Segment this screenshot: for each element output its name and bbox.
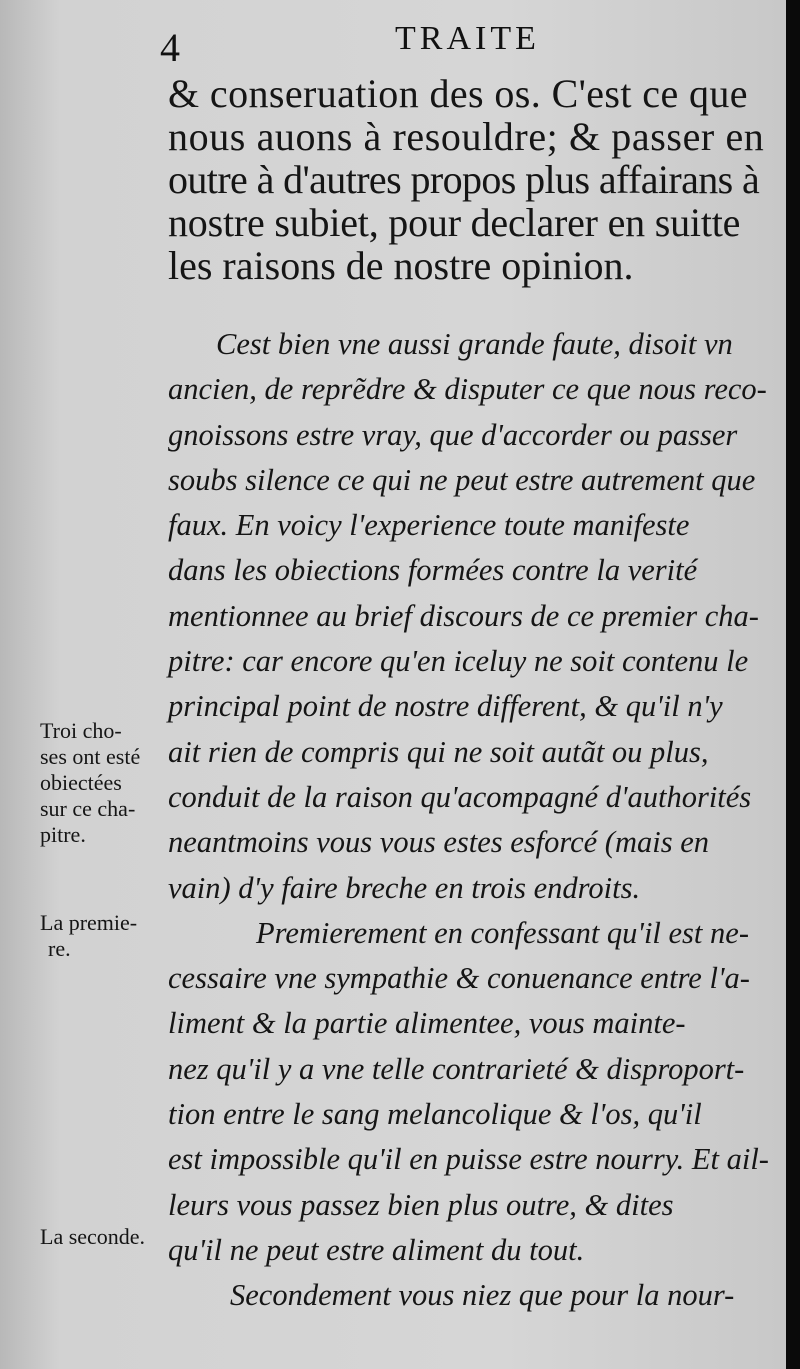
text-line: les raisons de nostre opinion. (168, 243, 634, 288)
text-line: est impossible qu'il en puisse estre nourry. Et ail- (168, 1142, 769, 1177)
margin-note-line: obiectées (40, 770, 122, 795)
text-line: liment & la partie alimentee, vous mainte- (168, 1006, 686, 1041)
text-line: neantmoins vous vous estes esforcé (mais en (168, 825, 709, 860)
running-head: TRAITE (395, 20, 540, 57)
page-number: 4 (160, 25, 180, 70)
text-line: dans les obiections formées contre la verité (168, 553, 698, 588)
page-edge-shadow (786, 0, 800, 1369)
text-line: Secondement vous niez que pour la nour- (230, 1278, 735, 1313)
text-line: soubs silence ce qui ne peut estre autrement que (168, 462, 756, 497)
margin-note-line: La premie- (40, 910, 138, 935)
text-line: faux. En voicy l'experience toute manifeste (168, 508, 690, 543)
text-line: principal point de nostre different, & qu'il n'y (168, 689, 723, 724)
paragraph-italic (168, 322, 769, 1319)
text-line: gnoissons estre vray, que d'accorder ou passer (168, 417, 738, 452)
margin-note-three-objections (40, 718, 140, 848)
text-line: & conseruation des os. C'est ce que (168, 71, 748, 116)
text-line: pitre: car encore qu'en iceluy ne soit contenu le (168, 644, 749, 679)
margin-note-line: Troi cho- (40, 718, 122, 743)
margin-note-line: La seconde. (40, 1224, 146, 1249)
text-line: nous auons à resouldre; & passer en (168, 114, 765, 159)
margin-note-line: re. (48, 936, 71, 961)
paragraph-conclusion (168, 72, 763, 287)
margin-note-line: pitre. (40, 822, 86, 847)
text-line: Premierement en confessant qu'il est ne- (256, 915, 749, 950)
text-line: outre à d'autres propos plus affairans à (168, 157, 760, 202)
margin-note-first (40, 910, 137, 962)
margin-note-line: sur ce cha- (40, 796, 136, 821)
margin-note-line: ses ont esté (40, 744, 141, 769)
text-line: nez qu'il y a vne telle contrarieté & disproport- (168, 1051, 745, 1086)
text-line: cessaire vne sympathie & conuenance entre l'a- (168, 961, 750, 996)
page-header (0, 14, 786, 74)
text-line: leurs vous passez bien plus outre, & dites (168, 1187, 674, 1222)
text-line: vain) d'y faire breche en trois endroits. (168, 870, 641, 905)
text-line: tion entre le sang melancolique & l'os, qu'il (168, 1097, 702, 1132)
text-line: nostre subiet, pour declarer en suitte (168, 200, 741, 245)
text-line: mentionnee au brief discours de ce premier cha- (168, 598, 759, 633)
text-line: ancien, de reprẽdre & disputer ce que nous reco- (168, 372, 767, 407)
text-line: conduit de la raison qu'acompagné d'authorités (168, 779, 752, 814)
margin-note-second (40, 1224, 145, 1250)
text-line: ait rien de compris qui ne soit autãt ou plus, (168, 734, 709, 769)
text-line: qu'il ne peut estre aliment du tout. (168, 1232, 585, 1267)
text-line: Cest bien vne aussi grande faute, disoit vn (216, 327, 733, 361)
